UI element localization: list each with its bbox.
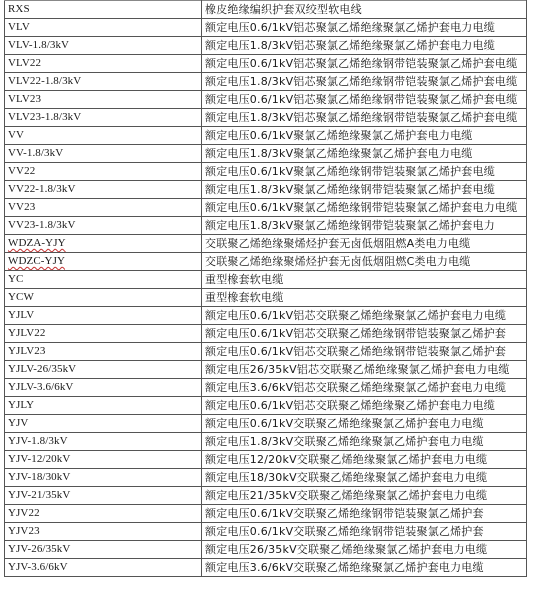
cell-description: 额定电压0.6/1kV铝芯交联聚乙烯绝缘钢带铠装聚氯乙烯护套 bbox=[202, 343, 527, 361]
cell-model: YJLV23 bbox=[5, 343, 202, 361]
cell-model: YJV-26/35kV bbox=[5, 541, 202, 559]
table-row bbox=[5, 487, 527, 505]
table-row bbox=[5, 379, 527, 397]
cell-model: YC bbox=[5, 271, 202, 289]
cell-description: 交联聚乙烯绝缘聚烯烃护套无卤低烟阻燃C类电力电缆 bbox=[202, 253, 527, 271]
cell-description: 额定电压0.6/1kV交联聚乙烯绝缘钢带铠装聚氯乙烯护套 bbox=[202, 505, 527, 523]
cell-description: 额定电压1.8/3kV铝芯聚氯乙烯绝缘钢带铠装聚氯乙烯护套电缆 bbox=[202, 109, 527, 127]
cell-description: 额定电压21/35kV交联聚乙烯绝缘聚氯乙烯护套电力电缆 bbox=[202, 487, 527, 505]
cell-model: VV23-1.8/3kV bbox=[5, 217, 202, 235]
table-body bbox=[5, 1, 527, 577]
cell-model: YJLV-26/35kV bbox=[5, 361, 202, 379]
table-row bbox=[5, 307, 527, 325]
cell-model: YJV-21/35kV bbox=[5, 487, 202, 505]
cell-description: 额定电压3.6/6kV铝芯交联聚乙烯绝缘聚氯乙烯护套电力电缆 bbox=[202, 379, 527, 397]
model-spellcheck-marked: WDZC-YJY bbox=[8, 255, 66, 267]
table-row bbox=[5, 37, 527, 55]
cell-description: 额定电压26/35kV交联聚乙烯绝缘聚氯乙烯护套电力电缆 bbox=[202, 541, 527, 559]
table-row bbox=[5, 55, 527, 73]
cell-model: YJV23 bbox=[5, 523, 202, 541]
cell-model: YJLV-3.6/6kV bbox=[5, 379, 202, 397]
cell-description: 重型橡套软电缆 bbox=[202, 271, 527, 289]
cell-model: VLV23 bbox=[5, 91, 202, 109]
table-row bbox=[5, 559, 527, 577]
cell-description: 额定电压0.6/1kV聚氯乙烯绝缘钢带铠装聚氯乙烯护套电力电缆 bbox=[202, 199, 527, 217]
table-row bbox=[5, 181, 527, 199]
model-spellcheck-marked: WDZA-YJY bbox=[8, 237, 66, 249]
cell-model: RXS bbox=[5, 1, 202, 19]
cell-model: YJLV22 bbox=[5, 325, 202, 343]
cell-model: VLV bbox=[5, 19, 202, 37]
table-row bbox=[5, 469, 527, 487]
cell-model: YJLY bbox=[5, 397, 202, 415]
table-row bbox=[5, 1, 527, 19]
table-row bbox=[5, 325, 527, 343]
table-row bbox=[5, 73, 527, 91]
table-row bbox=[5, 127, 527, 145]
cell-model bbox=[5, 253, 202, 271]
table-row bbox=[5, 19, 527, 37]
cell-description: 额定电压1.8/3kV交联聚乙烯绝缘聚氯乙烯护套电力电缆 bbox=[202, 433, 527, 451]
cell-model: YJV-1.8/3kV bbox=[5, 433, 202, 451]
table-row bbox=[5, 163, 527, 181]
cell-description: 重型橡套软电缆 bbox=[202, 289, 527, 307]
table-row bbox=[5, 217, 527, 235]
cell-description: 额定电压26/35kV铝芯交联聚乙烯绝缘聚氯乙烯护套电力电缆 bbox=[202, 361, 527, 379]
table-row bbox=[5, 451, 527, 469]
cell-model: VLV22 bbox=[5, 55, 202, 73]
cell-description: 额定电压0.6/1kV交联聚乙烯绝缘钢带铠装聚氯乙烯护套 bbox=[202, 523, 527, 541]
table-row bbox=[5, 145, 527, 163]
table-row bbox=[5, 361, 527, 379]
cell-description: 额定电压3.6/6kV交联聚乙烯绝缘聚氯乙烯护套电力电缆 bbox=[202, 559, 527, 577]
table-row bbox=[5, 523, 527, 541]
cell-description: 额定电压1.8/3kV聚氯乙烯绝缘钢带铠装聚氯乙烯护套电缆 bbox=[202, 181, 527, 199]
table-row bbox=[5, 199, 527, 217]
cell-description: 额定电压12/20kV交联聚乙烯绝缘聚氯乙烯护套电力电缆 bbox=[202, 451, 527, 469]
cell-model: VLV23-1.8/3kV bbox=[5, 109, 202, 127]
table-row bbox=[5, 433, 527, 451]
cell-description: 额定电压18/30kV交联聚乙烯绝缘聚氯乙烯护套电力电缆 bbox=[202, 469, 527, 487]
table-row bbox=[5, 91, 527, 109]
cell-description: 交联聚乙烯绝缘聚烯烃护套无卤低烟阻燃A类电力电缆 bbox=[202, 235, 527, 253]
cell-description: 额定电压1.8/3kV铝芯聚氯乙烯绝缘钢带铠装聚氯乙烯护套电缆 bbox=[202, 73, 527, 91]
cell-description: 额定电压0.6/1kV铝芯交联聚乙烯绝缘聚乙烯护套电力电缆 bbox=[202, 397, 527, 415]
cell-model: YJV-12/20kV bbox=[5, 451, 202, 469]
cell-description: 额定电压0.6/1kV铝芯聚氯乙烯绝缘聚氯乙烯护套电力电缆 bbox=[202, 19, 527, 37]
cell-model: YJLV bbox=[5, 307, 202, 325]
cell-model: VLV-1.8/3kV bbox=[5, 37, 202, 55]
cell-description: 额定电压1.8/3kV聚氯乙烯绝缘聚氯乙烯护套电力电缆 bbox=[202, 145, 527, 163]
cell-model: VV23 bbox=[5, 199, 202, 217]
cell-model: VV-1.8/3kV bbox=[5, 145, 202, 163]
table-row bbox=[5, 271, 527, 289]
table-row bbox=[5, 109, 527, 127]
cell-model: VV22-1.8/3kV bbox=[5, 181, 202, 199]
cell-model: VV bbox=[5, 127, 202, 145]
cell-model: YJV22 bbox=[5, 505, 202, 523]
cell-model: YJV-18/30kV bbox=[5, 469, 202, 487]
cell-description: 额定电压0.6/1kV交联聚乙烯绝缘聚氯乙烯护套电力电缆 bbox=[202, 415, 527, 433]
cell-model: VLV22-1.8/3kV bbox=[5, 73, 202, 91]
cell-model: VV22 bbox=[5, 163, 202, 181]
cell-description: 额定电压1.8/3kV聚氯乙烯绝缘钢带铠装聚氯乙烯护套电力 bbox=[202, 217, 527, 235]
table-row bbox=[5, 505, 527, 523]
cell-description: 额定电压0.6/1kV铝芯聚氯乙烯绝缘钢带铠装聚氯乙烯护套电缆 bbox=[202, 55, 527, 73]
table-row bbox=[5, 235, 527, 253]
table-row bbox=[5, 253, 527, 271]
table-row bbox=[5, 415, 527, 433]
cell-model: YJV bbox=[5, 415, 202, 433]
cell-description: 橡皮绝缘编织护套双绞型软电线 bbox=[202, 1, 527, 19]
cell-description: 额定电压0.6/1kV铝芯聚氯乙烯绝缘钢带铠装聚氯乙烯护套电缆 bbox=[202, 91, 527, 109]
cell-model: YJV-3.6/6kV bbox=[5, 559, 202, 577]
cell-description: 额定电压0.6/1kV聚氯乙烯绝缘聚氯乙烯护套电力电缆 bbox=[202, 127, 527, 145]
table-row bbox=[5, 541, 527, 559]
cell-description: 额定电压0.6/1kV铝芯交联聚乙烯绝缘聚氯乙烯护套电力电缆 bbox=[202, 307, 527, 325]
table-row bbox=[5, 397, 527, 415]
cable-model-table bbox=[4, 0, 527, 577]
table-row bbox=[5, 289, 527, 307]
table-row bbox=[5, 343, 527, 361]
cell-description: 额定电压0.6/1kV铝芯交联聚乙烯绝缘钢带铠装聚氯乙烯护套 bbox=[202, 325, 527, 343]
cell-model: YCW bbox=[5, 289, 202, 307]
cell-model bbox=[5, 235, 202, 253]
cell-description: 额定电压0.6/1kV聚氯乙烯绝缘钢带铠装聚氯乙烯护套电缆 bbox=[202, 163, 527, 181]
cell-description: 额定电压1.8/3kV铝芯聚氯乙烯绝缘聚氯乙烯护套电力电缆 bbox=[202, 37, 527, 55]
